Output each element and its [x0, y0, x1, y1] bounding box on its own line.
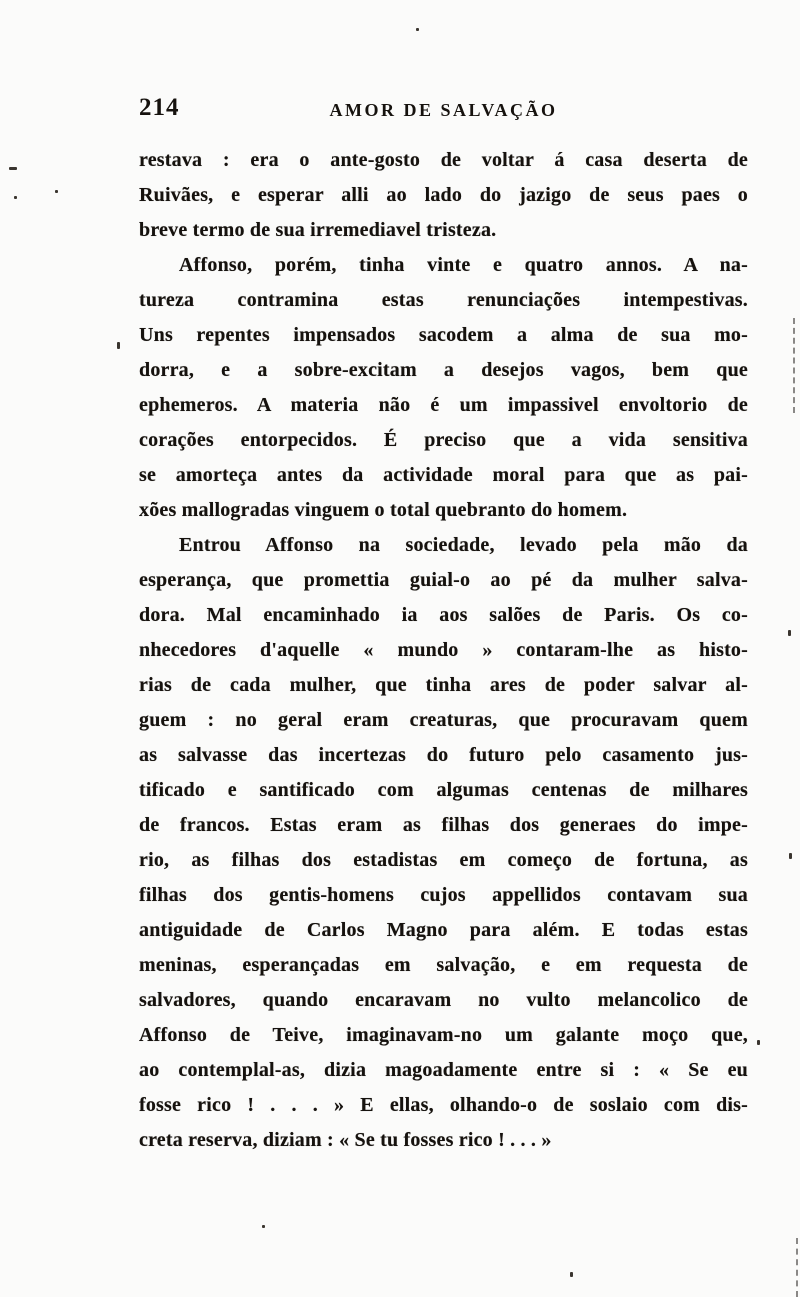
scan-speck — [117, 342, 120, 349]
text-line: xões mallogradas vinguem o total quebranto do homem. — [139, 499, 628, 521]
text-line: tureza contramina estas renunciações intempestivas. — [139, 289, 748, 311]
text-line: dora. Mal encaminhado ia aos salões de Paris. Os co- — [139, 604, 748, 626]
scan-edge-line — [796, 1238, 798, 1297]
scan-speck — [14, 196, 17, 199]
text-line: corações entorpecidos. É preciso que a vida sensitiva — [139, 429, 748, 451]
paragraph — [139, 248, 748, 528]
text-line: meninas, esperançadas em salvação, e em requesta de — [139, 954, 748, 976]
scan-speck — [789, 853, 792, 859]
text-line: guem : no geral eram creaturas, que procuravam quem — [139, 709, 748, 731]
text-line: creta reserva, diziam : « Se tu fosses rico ! . . . » — [139, 1129, 552, 1151]
text-line: restava : era o ante-gosto de voltar á casa deserta de — [139, 149, 748, 171]
scan-speck — [570, 1272, 573, 1277]
page-text — [139, 143, 748, 1158]
text-line: ao contemplal-as, dizia magoadamente entre si : « Se eu — [139, 1059, 748, 1081]
paragraph — [139, 143, 748, 248]
running-title: AMOR DE SALVAÇÃO — [329, 100, 558, 120]
text-line: tificado e santificado com algumas centenas de milhares — [139, 779, 748, 801]
text-line: Affonso de Teive, imaginavam-no um galante moço que, — [139, 1024, 748, 1046]
text-line: rio, as filhas dos estadistas em começo de fortuna, as — [139, 849, 748, 871]
paragraph — [139, 528, 748, 1158]
scan-speck — [55, 190, 58, 193]
text-line: fosse rico ! . . . » E ellas, olhando-o de soslaio com dis- — [139, 1094, 748, 1116]
text-line: Entrou Affonso na sociedade, levado pela mão da — [179, 534, 748, 556]
text-line: nhecedores d'aquelle « mundo » contaram-lhe as histo- — [139, 639, 748, 661]
text-line: Ruivães, e esperar alli ao lado do jazigo de seus paes o — [139, 184, 748, 206]
scan-speck — [9, 167, 17, 170]
page-header — [139, 96, 748, 130]
text-line: se amorteça antes da actividade moral para que as pai- — [139, 464, 748, 486]
scan-speck — [757, 1040, 760, 1045]
text-line: ephemeros. A materia não é um impassivel envoltorio de — [139, 394, 748, 416]
text-line: rias de cada mulher, que tinha ares de poder salvar al- — [139, 674, 748, 696]
text-line: de francos. Estas eram as filhas dos generaes do impe- — [139, 814, 748, 836]
scan-speck — [788, 630, 791, 636]
text-line: dorra, e a sobre-excitam a desejos vagos, bem que — [139, 359, 748, 381]
text-line: salvadores, quando encaravam no vulto melancolico de — [139, 989, 748, 1011]
text-line: filhas dos gentis-homens cujos appellidos contavam sua — [139, 884, 748, 906]
text-line: esperança, que promettia guial-o ao pé da mulher salva- — [139, 569, 748, 591]
scan-speck — [416, 28, 419, 31]
text-line: breve termo de sua irremediavel tristeza. — [139, 219, 497, 241]
text-line: Uns repentes impensados sacodem a alma de sua mo- — [139, 324, 748, 346]
scan-edge-line — [793, 318, 795, 413]
text-line: as salvasse das incertezas do futuro pelo casamento jus- — [139, 744, 748, 766]
text-line: antiguidade de Carlos Magno para além. E todas estas — [139, 919, 748, 941]
text-line: Affonso, porém, tinha vinte e quatro annos. A na- — [179, 254, 748, 276]
page-number: 214 — [139, 94, 180, 121]
scan-speck — [262, 1225, 265, 1228]
